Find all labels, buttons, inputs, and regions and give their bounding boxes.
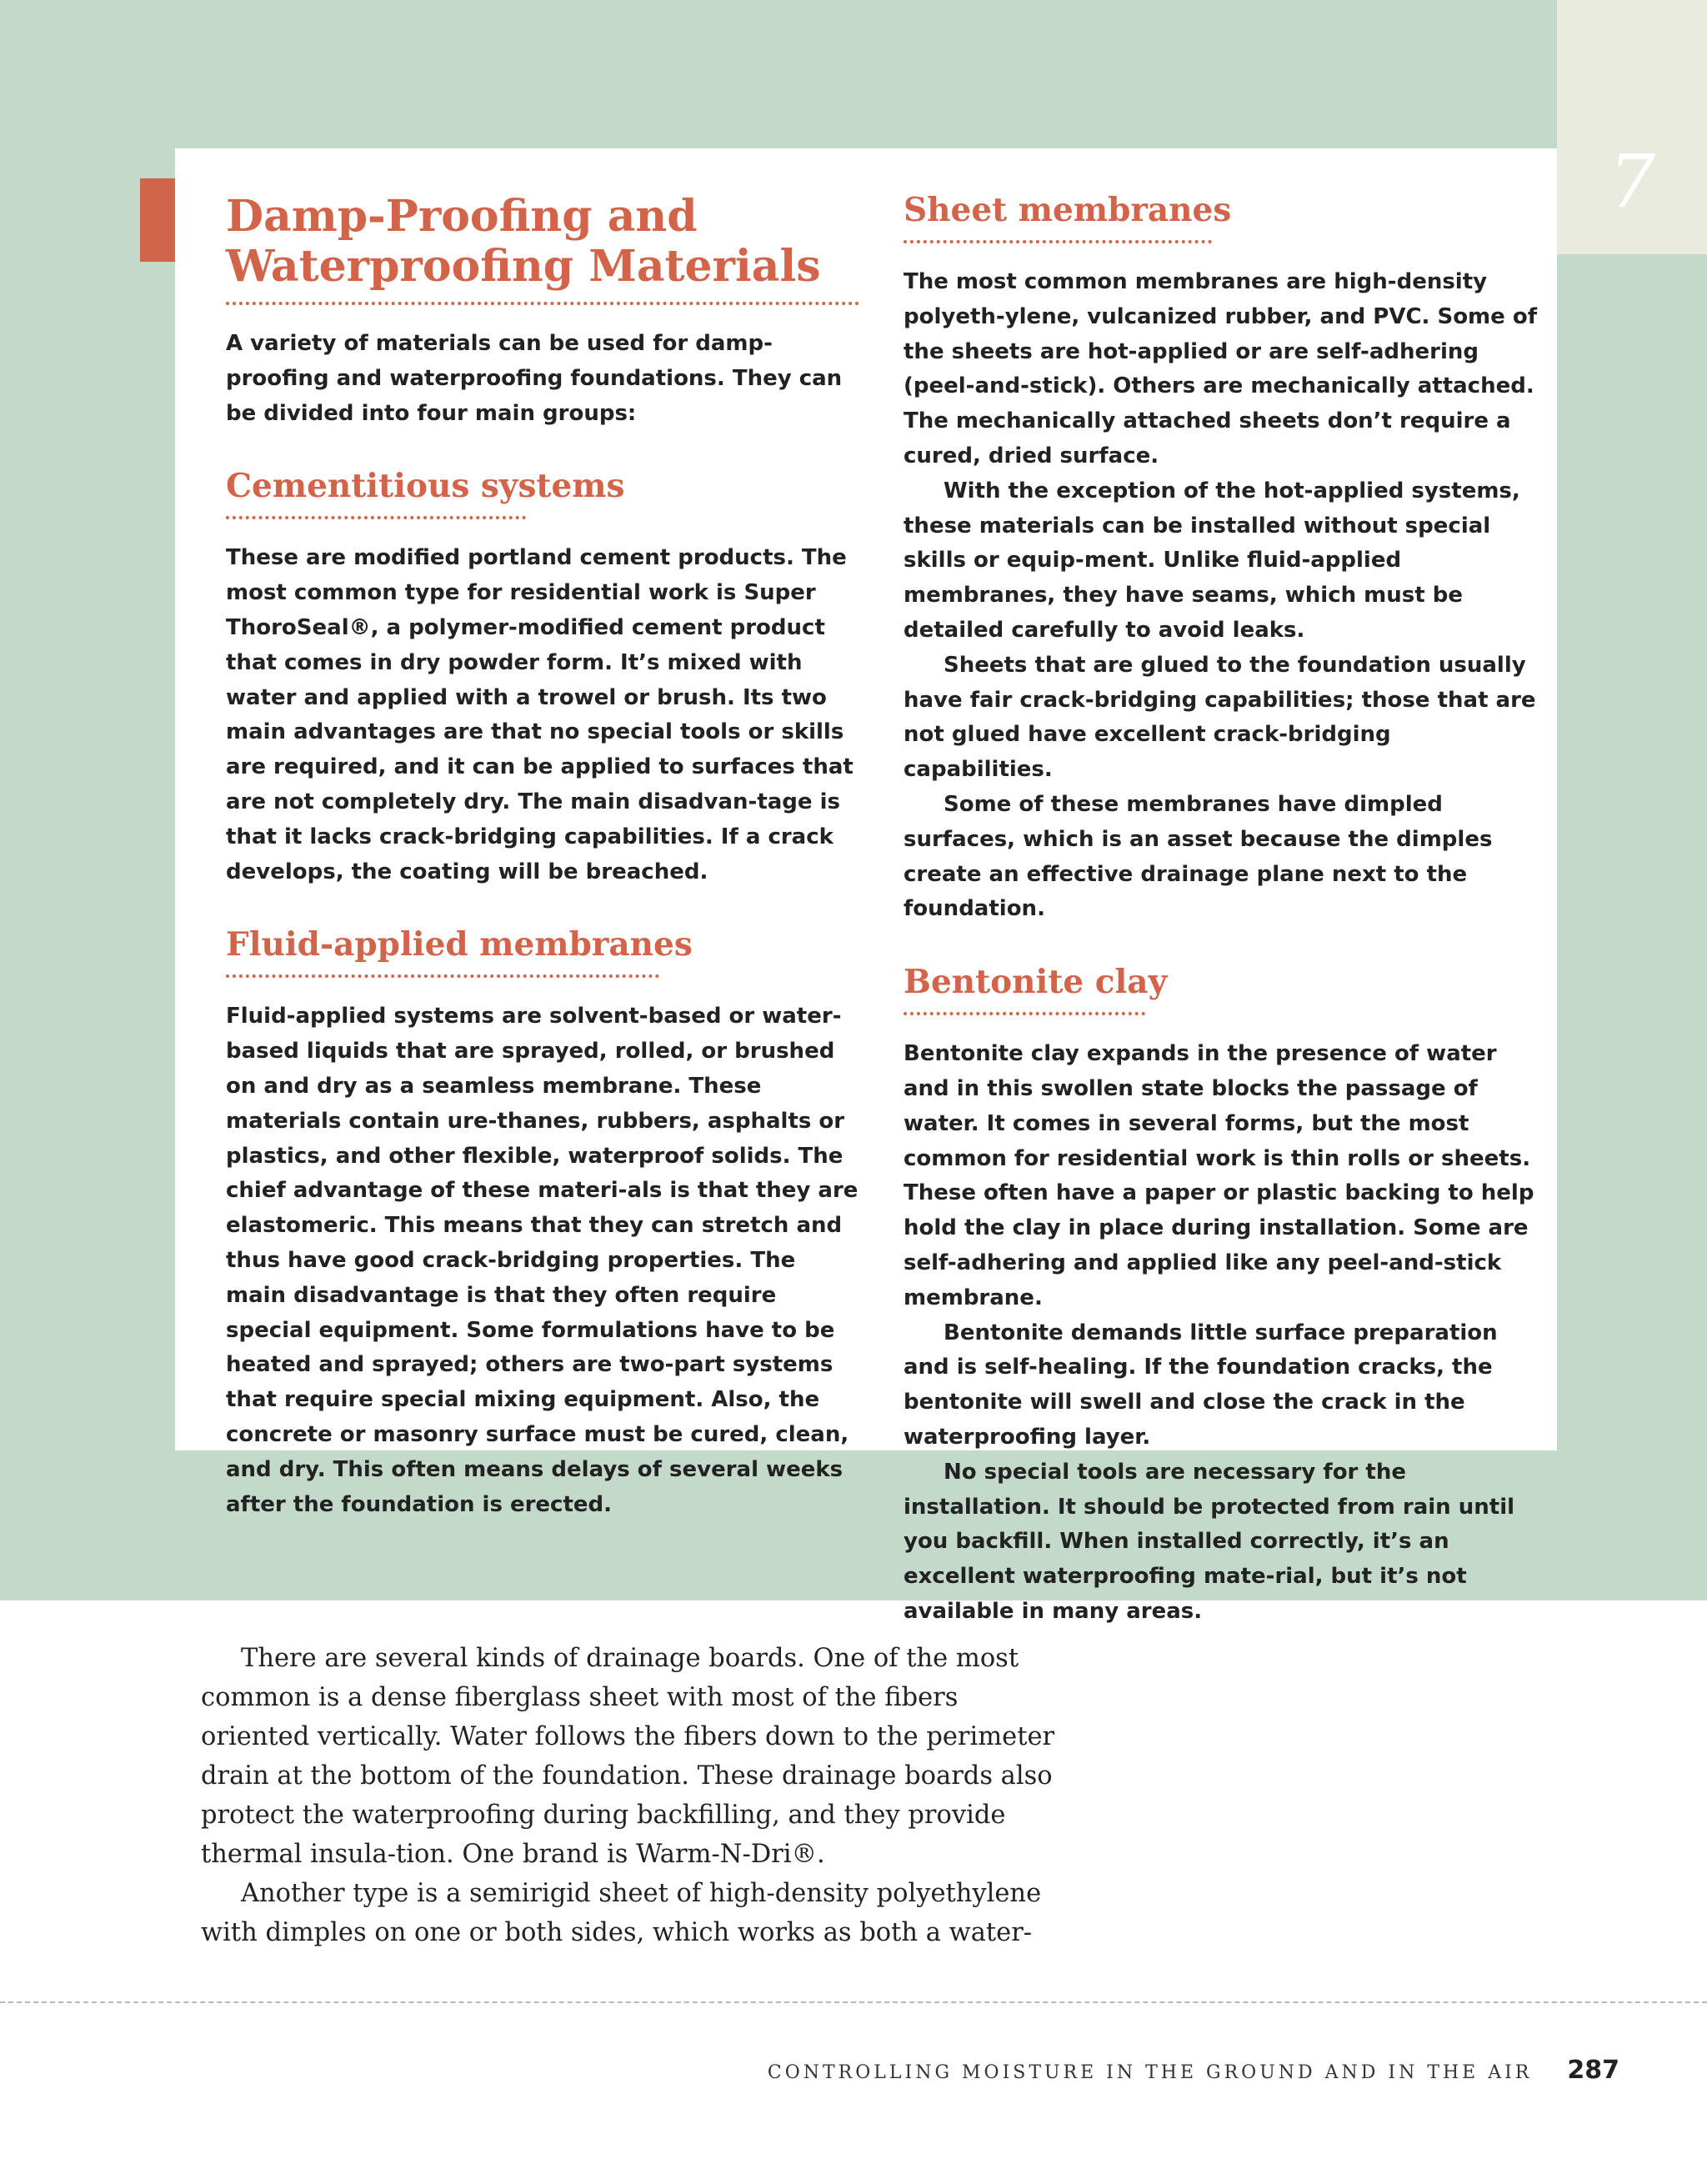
fluid-dotted-rule xyxy=(226,974,659,978)
bentonite-paragraph-2: Bentonite demands little surface preparation and is self-healing. If the foundation cracks, the bentonite will swell and close the crack in the waterproofing layer. xyxy=(904,1320,1498,1450)
sidebar-right-column xyxy=(904,190,1537,1630)
title-dotted-rule xyxy=(226,302,859,305)
body-paragraph-1: There are several kinds of drainage boards. One of the most common is a dense fiberglass sheet with most of the fibers oriented vertically. Water follows the fibers down to the perimeter drain at the bottom of the foundation. These drainage boards also protect the waterproofing during backfilling, and they provide thermal insula-tion. One brand is Warm-N-Dri®. xyxy=(201,1644,1055,1869)
bentonite-heading: Bentonite clay xyxy=(904,963,1168,1002)
sheet-paragraph-1: The most common membranes are high-density polyeth-ylene, vulcanized rubber, and PVC. Some of the sheets are hot-applied or are self-adhering (peel-and-stick). Others are mechanically attached. The mechanically attached sheets don’t require a cured, dried surface. xyxy=(904,269,1538,468)
sheet-paragraph-4: Some of these membranes have dimpled surfaces, which is an asset because the dimples create an effective drainage plane next to the foundation. xyxy=(904,791,1493,922)
accent-bar xyxy=(140,178,175,262)
fluid-heading: Fluid-applied membranes xyxy=(226,925,693,964)
sidebar-left-column xyxy=(226,190,859,1522)
sidebar-title: Damp-Proofing and Waterproofing Materials xyxy=(226,191,821,292)
bentonite-dotted-rule xyxy=(904,1012,1145,1015)
chapter-number: 7 xyxy=(1609,138,1655,224)
body-paragraph-2: Another type is a semirigid sheet of high-density polyethylene with dimples on one or both sides, which works as both a water- xyxy=(201,1879,1042,1947)
sheet-paragraph-3: Sheets that are glued to the foundation usually have fair crack-bridging capabilities; those that are not glued have excellent crack-bridging capabilities. xyxy=(904,652,1536,783)
bentonite-paragraph-1: Bentonite clay expands in the presence of water and in this swollen state blocks the passage of water. It comes in several forms, but the most common for residential work is thin rolls or sheets. These often have a paper or plastic backing to help hold the clay in place during installation. Some are self-adhering and applied like any peel-and-stick membrane. xyxy=(904,1041,1534,1310)
sheet-heading: Sheet membranes xyxy=(904,191,1232,229)
page-number: 287 xyxy=(1567,2056,1619,2085)
sidebar-intro: A variety of materials can be used for damp-proofing and waterproofing foundations. They can be divided into four main groups: xyxy=(226,331,843,426)
sheet-paragraph-2: With the exception of the hot-applied systems, these materials can be installed without special skills or equip-ment. Unlike fluid-applied membranes, they have seams, which must be detailed carefully to avoid leaks. xyxy=(904,478,1520,643)
cementitious-dotted-rule xyxy=(226,516,526,519)
page-footer xyxy=(768,2056,1619,2089)
cementitious-heading: Cementitious systems xyxy=(226,467,625,506)
cementitious-paragraph: These are modified portland cement products. The most common type for residential work is Super ThoroSeal®, a polymer-modified cement product that comes in dry powder form. It’s mixed with water and applied with a trowel or brush. Its two main advantages are that no special tools or skills are required, and it can be applied to surfaces that are not completely dry. The main disadvan-tage is that it lacks crack-bridging capabilities. If a crack develops, the coating will be breached. xyxy=(226,545,854,884)
dashed-divider xyxy=(0,2001,1707,2003)
fluid-paragraph: Fluid-applied systems are solvent-based or water-based liquids that are sprayed, rolled, or brushed on and dry as a seamless membrane. These materials contain ure-thanes, rubbers, asphalts or plastics, and other flexible, waterproof solids. The chief advantage of these materi-als is that they are elastomeric. This means that they can stretch and thus have good crack-bridging properties. The main disadvantage is that they often require special equipment. Some formulations have to be heated and sprayed; others are two-part systems that require special mixing equipment. Also, the concrete or masonry surface must be cured, clean, and dry. This often means delays of several weeks after the foundation is erected. xyxy=(226,1004,859,1517)
running-head: CONTROLLING MOISTURE IN THE GROUND AND IN THE AIR xyxy=(767,2062,1533,2083)
sheet-dotted-rule xyxy=(904,240,1212,243)
bentonite-paragraph-3: No special tools are necessary for the installation. It should be protected from rain until you backfill. When installed correctly, it’s an excellent waterproofing mate-rial, but it’s not available in many areas. xyxy=(904,1459,1515,1624)
main-body-text xyxy=(201,1639,1059,1952)
